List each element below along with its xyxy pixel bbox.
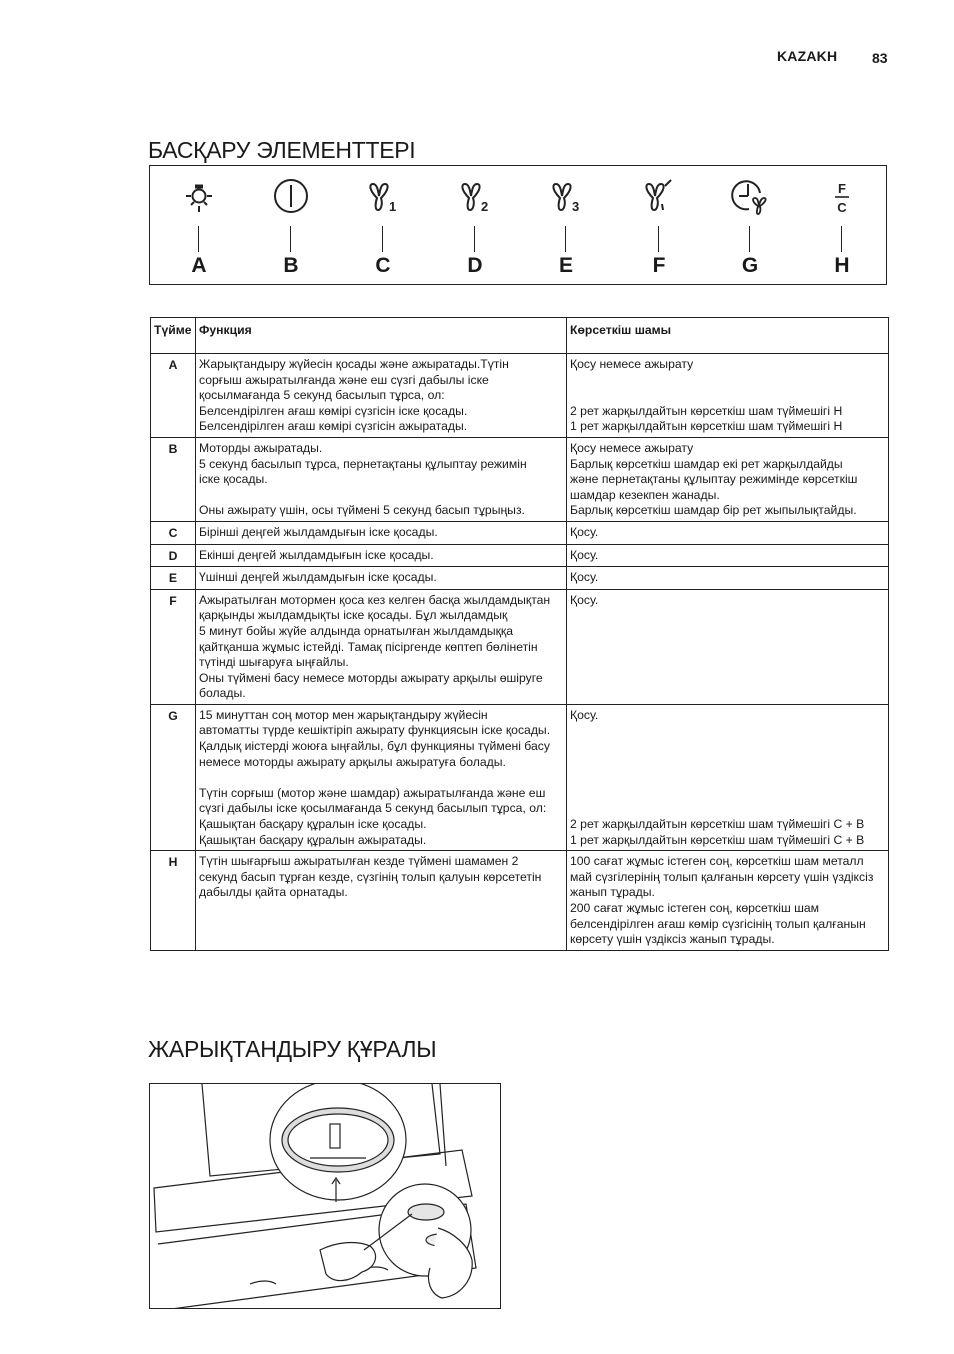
cell-line: 5 минут бойы жүйе алдында орнатылған жылдамдыққа: [199, 623, 514, 638]
cell-line: Барлық көрсеткіш шамдар бір рет жыпылықтайды.: [570, 503, 857, 518]
control-e: [536, 166, 596, 284]
control-letter: C: [375, 254, 391, 277]
table-row: [151, 544, 889, 567]
light-bulb-icon: [179, 176, 219, 216]
cell-line: Қосу.: [570, 592, 599, 607]
cell-line: май сүзгілерінің толып қалғанын көрсету үшін үздіксіз: [570, 869, 874, 884]
row-function: [196, 704, 567, 850]
control-letter: D: [467, 254, 483, 277]
row-indicator: [567, 704, 889, 850]
fan-speed-2-icon: [455, 176, 499, 216]
clock-fan-timer-icon: [730, 176, 774, 218]
filter-reset-top: F: [838, 181, 846, 196]
control-letter: E: [558, 254, 573, 277]
cell-line: Жарықтандыру жүйесін қосады және ажыратады.Түтін: [199, 357, 509, 371]
page-number: 83: [872, 50, 888, 66]
cell-line: Моторды ажыратады.: [199, 440, 323, 455]
row-indicator: [567, 851, 889, 951]
fan-speed-1-icon: [363, 176, 407, 216]
cell-line: көрсету үшін үздіксіз жанып тұрады.: [570, 932, 775, 947]
header-button: Түйме: [151, 318, 196, 354]
hood-lamp-replacement-drawing: [150, 1084, 501, 1309]
cell-line: болады.: [199, 686, 246, 701]
cell-line: 200 сағат жұмыс істеген соң, көрсеткіш шам: [570, 901, 820, 915]
cell-line: Қашықтан басқару құралын ажыратады.: [199, 832, 427, 847]
control-letter: G: [741, 254, 759, 277]
cell-line: Екінші деңгей жылдамдығын іске қосады.: [199, 547, 434, 562]
cell-line: Қосу.: [570, 524, 599, 539]
cell-line: сорғыш ажыратылғанда және еш сүзгі дабылы іске: [199, 372, 489, 387]
table-header-row: [151, 318, 889, 354]
control-letter: F: [652, 254, 666, 277]
control-panel-diagram: [149, 165, 887, 285]
cell-line: Белсендірілген ағаш көмірі сүзгісін іске қосады.: [199, 403, 468, 418]
cell-line: [570, 723, 885, 739]
row-function: [196, 354, 567, 438]
row-function: [196, 851, 567, 951]
table-row: [151, 437, 889, 521]
cell-line: 2 рет жарқылдайтын көрсеткіш шам түймешігі H: [570, 403, 843, 418]
cell-line: Белсендірілген ағаш көмірі сүзгісін ажыратады.: [199, 419, 468, 434]
cell-line: [199, 770, 563, 786]
cell-line: [570, 373, 885, 389]
cell-line: Қосу немесе ажырату: [570, 440, 694, 455]
row-indicator: [567, 567, 889, 590]
cell-line: қарқынды жылдамдықты іске қосады. Бұл жылдамдық: [199, 608, 508, 623]
cell-line: секунд басып тұрған кезде, сүзгінің толып қалуын көрсететін: [199, 869, 542, 884]
table-row: [151, 521, 889, 544]
row-key: G: [151, 704, 196, 850]
row-key: F: [151, 589, 196, 704]
cell-line: Қосу.: [570, 547, 599, 562]
fan-speed-subscript: 2: [481, 199, 489, 214]
cell-line: қосылмағанда 5 секунд басылып тұрса, ол:: [199, 388, 445, 403]
cell-line: шамдар кезекпен жанады.: [570, 487, 720, 502]
cell-line: Қосу.: [570, 707, 599, 722]
control-b: [261, 166, 321, 284]
row-function: [196, 437, 567, 521]
cell-line: Оны түймені басу немесе моторды ажырату арқылы өшіруге: [199, 670, 543, 685]
cell-line: Түтін сорғыш (мотор және шамдар) ажыратылғанда және еш: [199, 785, 546, 800]
row-indicator: [567, 437, 889, 521]
row-key: C: [151, 521, 196, 544]
cell-line: Үшінші деңгей жылдамдығын іске қосады.: [199, 570, 437, 585]
cell-line: Бірінші деңгей жылдамдығын іске қосады.: [199, 524, 438, 539]
cell-line: түтінді шығаруға ыңғайлы.: [199, 655, 349, 670]
cell-line: Ажыратылған мотормен қоса кез келген басқа жылдамдықтан: [199, 592, 551, 607]
control-a: [169, 166, 229, 284]
cell-line: 100 сағат жұмыс істеген соң, көрсеткіш шам металл: [570, 854, 864, 869]
control-c: [353, 166, 413, 284]
fan-speed-subscript: 1: [389, 199, 397, 214]
row-function: [196, 521, 567, 544]
section-title-controls: БАСҚАРУ ЭЛЕМЕНТТЕРІ: [148, 137, 416, 163]
cell-line: автоматты түрде кешіктіріп ажырату функциясын іске қосады.: [199, 723, 551, 738]
cell-line: 1 рет жарқылдайтын көрсеткіш шам түймешігі C + B: [570, 832, 865, 847]
row-key: D: [151, 544, 196, 567]
lighting-illustration: [149, 1083, 501, 1309]
section-title-lighting: ЖАРЫҚТАНДЫРУ ҚҰРАЛЫ: [148, 1036, 437, 1062]
fan-speed-3-icon: [546, 176, 590, 216]
filter-reset-icon: [822, 176, 862, 220]
row-indicator: [567, 354, 889, 438]
control-g: [720, 166, 780, 284]
row-function: [196, 544, 567, 567]
row-key: B: [151, 437, 196, 521]
row-function: [196, 589, 567, 704]
table-row: [151, 851, 889, 951]
control-h: [812, 166, 872, 284]
cell-line: [199, 488, 563, 504]
fan-speed-subscript: 3: [572, 199, 580, 214]
power-icon: [271, 176, 311, 216]
cell-line: іске қосады.: [199, 472, 268, 487]
control-letter: A: [191, 254, 207, 277]
header-language: KAZAKH: [777, 48, 838, 64]
cell-line: [570, 755, 885, 771]
filter-reset-bottom: C: [837, 200, 847, 215]
cell-line: Қашықтан басқару құралын іске қосады.: [199, 817, 427, 832]
cell-line: Қосу.: [570, 570, 599, 585]
cell-line: Түтін шығарғыш ажыратылған кезде түймені шамамен 2: [199, 854, 519, 869]
row-indicator: [567, 544, 889, 567]
control-letter: B: [283, 254, 299, 277]
cell-line: [570, 388, 885, 404]
cell-line: [570, 801, 885, 817]
row-function: [196, 567, 567, 590]
row-indicator: [567, 589, 889, 704]
header-function: Функция: [196, 318, 567, 354]
table-row: [151, 589, 889, 704]
control-letter: H: [834, 254, 850, 277]
fan-intensive-icon: [639, 176, 683, 216]
cell-line: 5 секунд басылып тұрса, пернетақтаны құлыптау режимін: [199, 456, 527, 471]
cell-line: және пернетақтаны құлыптау режимінде көрсеткіш: [570, 472, 858, 487]
cell-line: 2 рет жарқылдайтын көрсеткіш шам түймешігі C + B: [570, 817, 865, 832]
table-row: [151, 704, 889, 850]
cell-line: Барлық көрсеткіш шамдар екі рет жарқылдайды: [570, 456, 843, 471]
cell-line: дабылды қайта орнатады.: [199, 885, 348, 900]
cell-line: Қосу немесе ажырату: [570, 357, 694, 371]
header-indicator: Көрсеткіш шамы: [567, 318, 889, 354]
cell-line: жанып тұрады.: [570, 885, 655, 900]
control-f: [629, 166, 689, 284]
row-key: A: [151, 354, 196, 438]
row-key: H: [151, 851, 196, 951]
cell-line: сүзгі дабылы іске қосылмағанда 5 секунд басылып тұрса, ол:: [199, 801, 547, 816]
table-row: [151, 354, 889, 438]
row-indicator: [567, 521, 889, 544]
cell-line: Қалдық иістерді жоюға ыңғайлы, бұл функцияны түймені басу: [199, 739, 550, 754]
cell-line: белсендірілген ағаш көмір сүзгісінің толып қалғанын: [570, 916, 866, 931]
cell-line: 1 рет жарқылдайтын көрсеткіш шам түймешігі H: [570, 419, 843, 434]
cell-line: [570, 770, 885, 786]
functions-table: [150, 317, 889, 951]
cell-line: [570, 786, 885, 802]
control-d: [445, 166, 505, 284]
row-key: E: [151, 567, 196, 590]
cell-line: [570, 739, 885, 755]
cell-line: қайтқанша жұмыс істейді. Тамақ пісіргенде көптеп бөлінетін: [199, 639, 538, 654]
cell-line: 15 минуттан соң мотор мен жарықтандыру жүйесін: [199, 707, 488, 722]
cell-line: Оны ажырату үшін, осы түймені 5 секунд басып тұрыңыз.: [199, 503, 525, 518]
cell-line: немесе моторды ажырату арқылы ажыратуға болады.: [199, 754, 506, 769]
table-row: [151, 567, 889, 590]
